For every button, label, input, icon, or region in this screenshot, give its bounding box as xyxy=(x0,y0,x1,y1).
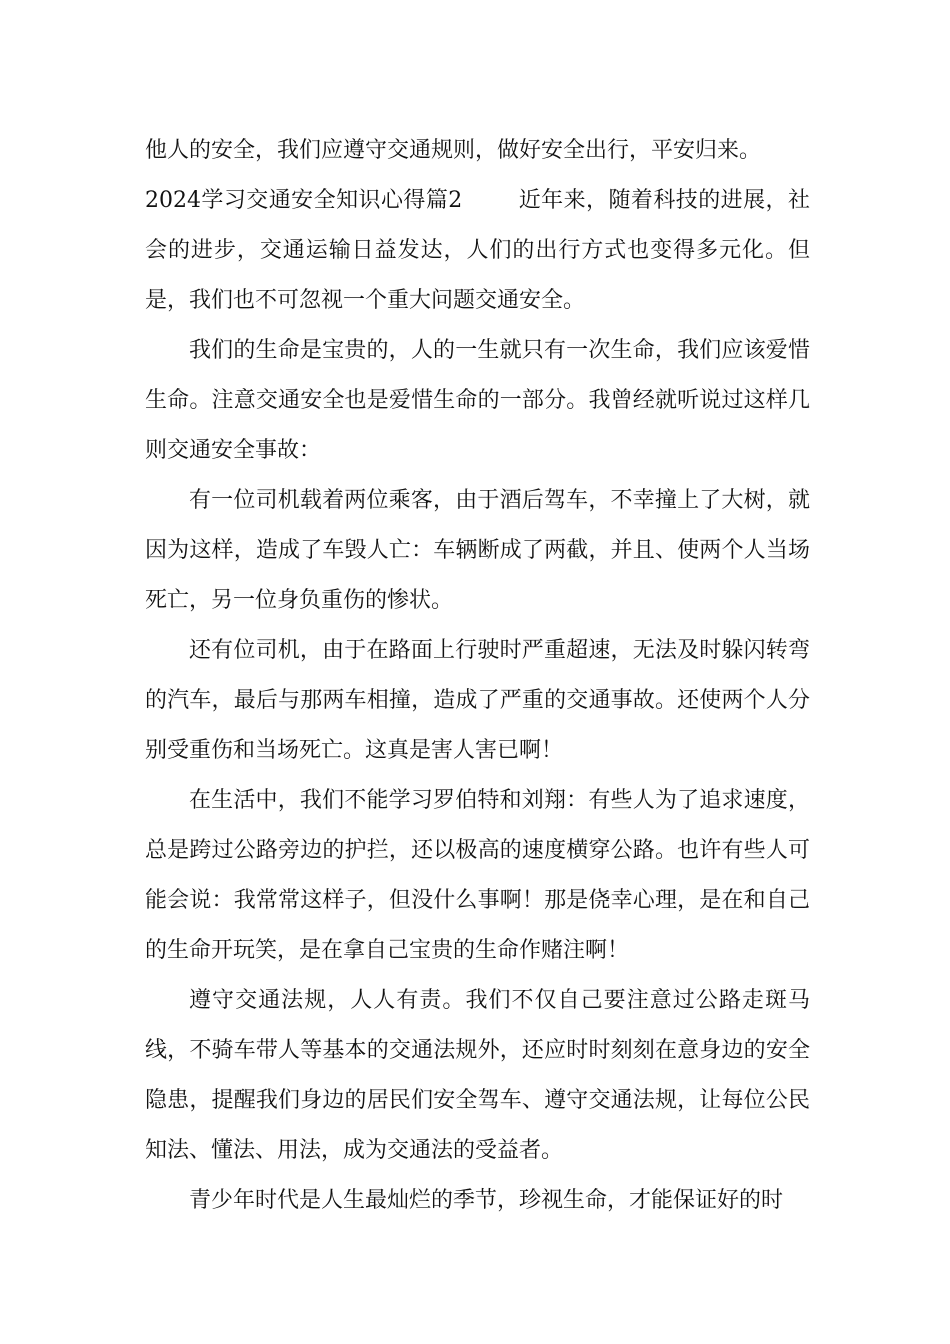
paragraph: 遵守交通法规，人人有责。我们不仅自己要注意过公路走斑马线，不骑车带人等基本的交通法规外，还应时时刻刻在意身边的安全隐患，提醒我们身边的居民们安全驾车、遵守交通法规，让每位公民知法、懂法、用法，成为交通法的受益者。 xyxy=(145,988,810,1163)
paragraph: 有一位司机载着两位乘客，由于酒后驾车，不幸撞上了大树，就因为这样，造成了车毁人亡：车辆断成了两截，并且、使两个人当场死亡，另一位身负重伤的惨状。 xyxy=(145,488,810,613)
paragraph-continued: 他人的安全，我们应遵守交通规则，做好安全出行，平安归来。 xyxy=(145,138,762,163)
paragraph: 在生活中，我们不能学习罗伯特和刘翔：有些人为了追求速度，总是跨过公路旁边的护拦，还以极高的速度横穿公路。也许有些人可能会说：我常常这样子，但没什么事啊！那是侥幸心理，是在和自己的生命开玩笑，是在拿自己宝贵的生命作赌注啊！ xyxy=(145,788,810,963)
document-body xyxy=(145,126,810,1226)
paragraph: 还有位司机，由于在路面上行驶时严重超速，无法及时躲闪转弯的汽车，最后与那两车相撞，造成了严重的交通事故。还使两个人分别受重伤和当场死亡。这真是害人害已啊！ xyxy=(145,638,810,763)
paragraph: 青少年时代是人生最灿烂的季节，珍视生命，才能保证好的时 xyxy=(189,1188,784,1213)
section-intro: 近年来，随着科技的进展，社会的进步，交通运输日益发达，人们的出行方式也变得多元化。但是，我们也不可忽视一个重大问题交通安全。 xyxy=(145,188,810,313)
section-title: 2024学习交通安全知识心得篇2 xyxy=(145,188,463,213)
paragraph: 我们的生命是宝贵的，人的一生就只有一次生命，我们应该爱惜生命。注意交通安全也是爱惜生命的一部分。我曾经就听说过这样几则交通安全事故： xyxy=(145,338,810,463)
section-heading-paragraph xyxy=(145,176,810,326)
